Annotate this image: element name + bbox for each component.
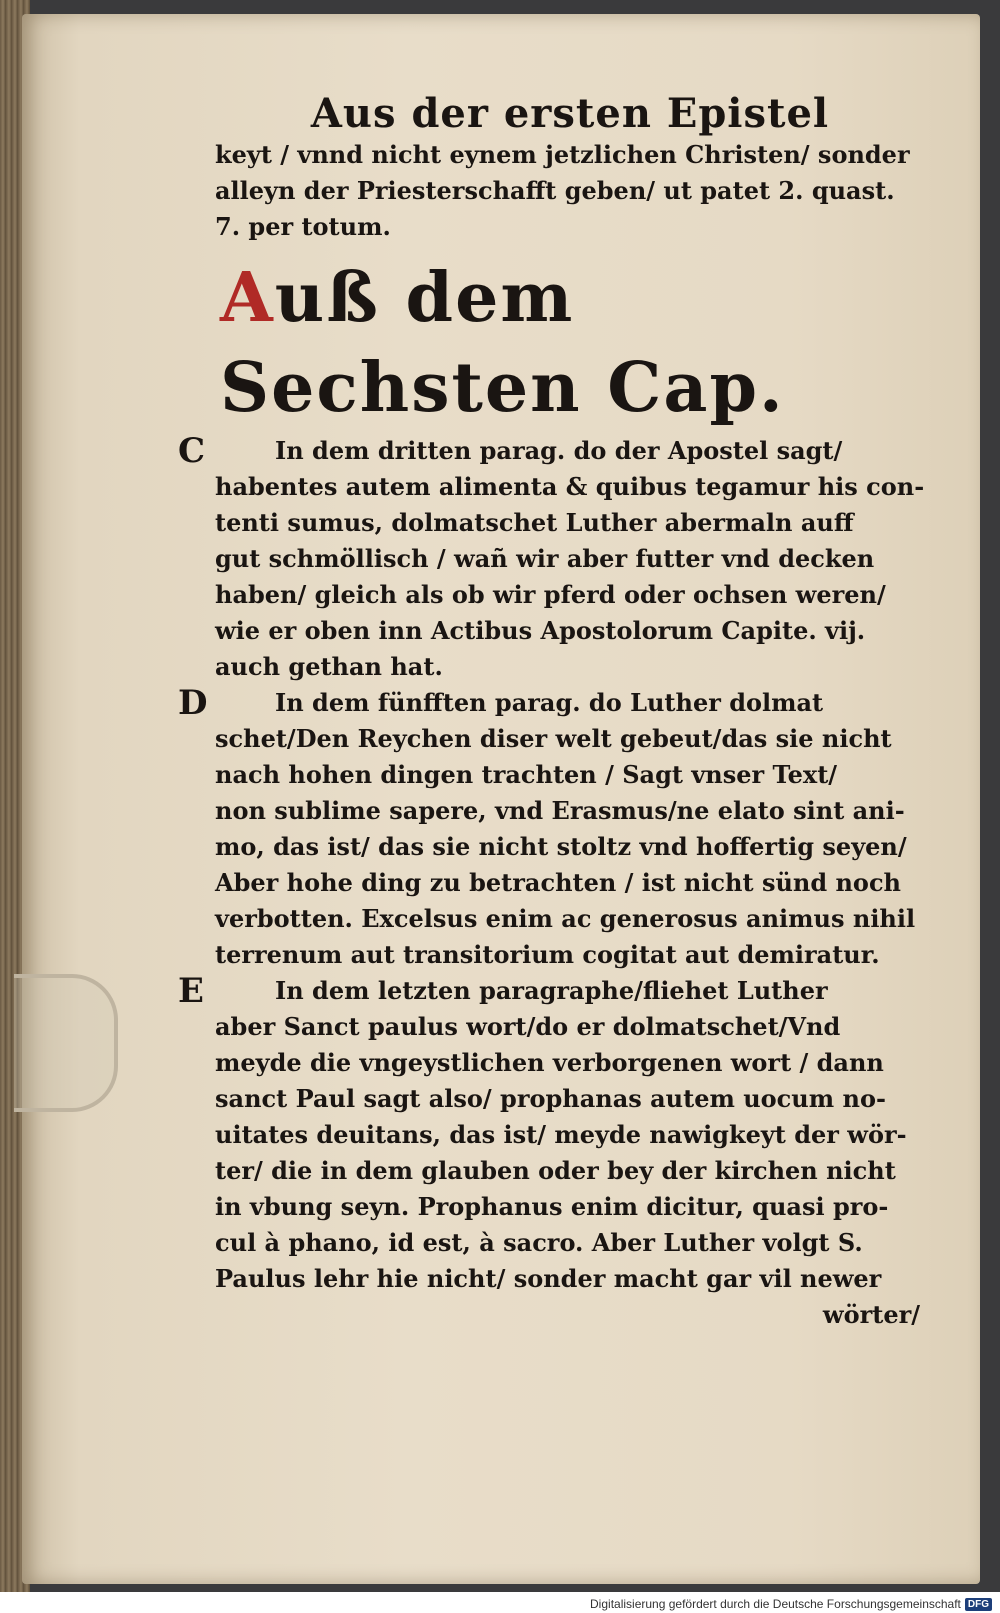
text-line: mo, das ist/ das sie nicht stoltz vnd hoffertig seyen/: [215, 832, 907, 861]
text-line: habentes autem alimenta & quibus tegamur his con-: [215, 472, 925, 501]
paragraph-marker: D: [178, 683, 208, 723]
text-line: Paulus lehr hie nicht/ sonder macht gar vil newer: [215, 1264, 882, 1293]
paragraph-marker: C: [178, 431, 206, 471]
text-line: haben/ gleich als ob wir pferd oder ochsen weren/: [215, 580, 886, 609]
text-line: ter/ die in dem glauben oder bey der kirchen nicht: [215, 1156, 896, 1185]
text-line: In dem letzten paragraphe/fliehet Luther: [275, 976, 828, 1005]
paragraph-c: [178, 431, 930, 685]
text-line: cul à phano, id est, à sacro. Aber Luther volgt S.: [215, 1228, 863, 1257]
paragraph-e: [178, 971, 930, 1297]
paragraph-d: [178, 683, 930, 973]
text-line: meyde die vngeystlichen verborgenen wort / dann: [215, 1048, 884, 1077]
paragraph-marker: E: [178, 971, 204, 1011]
credit-text: Digitalisierung gefördert durch die Deutsche Forschungsgemeinschaft: [590, 1597, 961, 1611]
text-line: uitates deuitans, das ist/ meyde nawigkeyt der wör-: [215, 1120, 907, 1149]
page-clip: [14, 974, 118, 1112]
text-line: terrenum aut transitorium cogitat aut demiratur.: [215, 940, 880, 969]
text-line: verbotten. Excelsus enim ac generosus animus nihil: [215, 904, 916, 933]
text-line: aber Sanct paulus wort/do er dolmatschet/Vnd: [215, 1012, 841, 1041]
text-line: 7. per totum.: [215, 212, 391, 241]
text-line: in vbung seyn. Prophanus enim dicitur, quasi pro-: [215, 1192, 889, 1221]
text-line: keyt / vnnd nicht eynem jetzlichen Christen/ sonder: [215, 140, 910, 169]
text-line: In dem dritten parag. do der Apostel sagt/: [275, 436, 843, 465]
dfg-logo: DFG: [965, 1598, 992, 1611]
text-line: non sublime sapere, vnd Erasmus/ne elato sint ani-: [215, 796, 905, 825]
text-line: In dem fünfften parag. do Luther dolmat: [275, 688, 824, 717]
page-text: [178, 90, 930, 1333]
catchword: wörter/: [822, 1300, 920, 1329]
chapter-title-rest: uß dem Sechsten Cap.: [220, 258, 785, 428]
text-line: alleyn der Priesterschafft geben/ ut patet 2. quast.: [215, 176, 895, 205]
text-line: tenti sumus, dolmatschet Luther abermaln auff: [215, 508, 854, 537]
text-line: sanct Paul sagt also/ prophanas autem uocum no-: [215, 1084, 886, 1113]
text-line: schet/Den Reychen diser welt gebeut/das sie nicht: [215, 724, 892, 753]
running-header: Aus der ersten Epistel: [310, 90, 830, 137]
chapter-initial: A: [220, 258, 275, 338]
text-line: wie er oben inn Actibus Apostolorum Capite. vij.: [215, 616, 866, 645]
opening-lines: [190, 137, 930, 245]
digitization-credit: [590, 1597, 992, 1611]
text-line: nach hohen dingen trachten / Sagt vnser Text/: [215, 760, 838, 789]
text-line: Aber hohe ding zu betrachten / ist nicht sünd noch: [215, 868, 902, 897]
text-line: gut schmöllisch / wañ wir aber futter vnd decken: [215, 544, 875, 573]
text-line: auch gethan hat.: [215, 652, 443, 681]
chapter-title: [220, 253, 930, 433]
